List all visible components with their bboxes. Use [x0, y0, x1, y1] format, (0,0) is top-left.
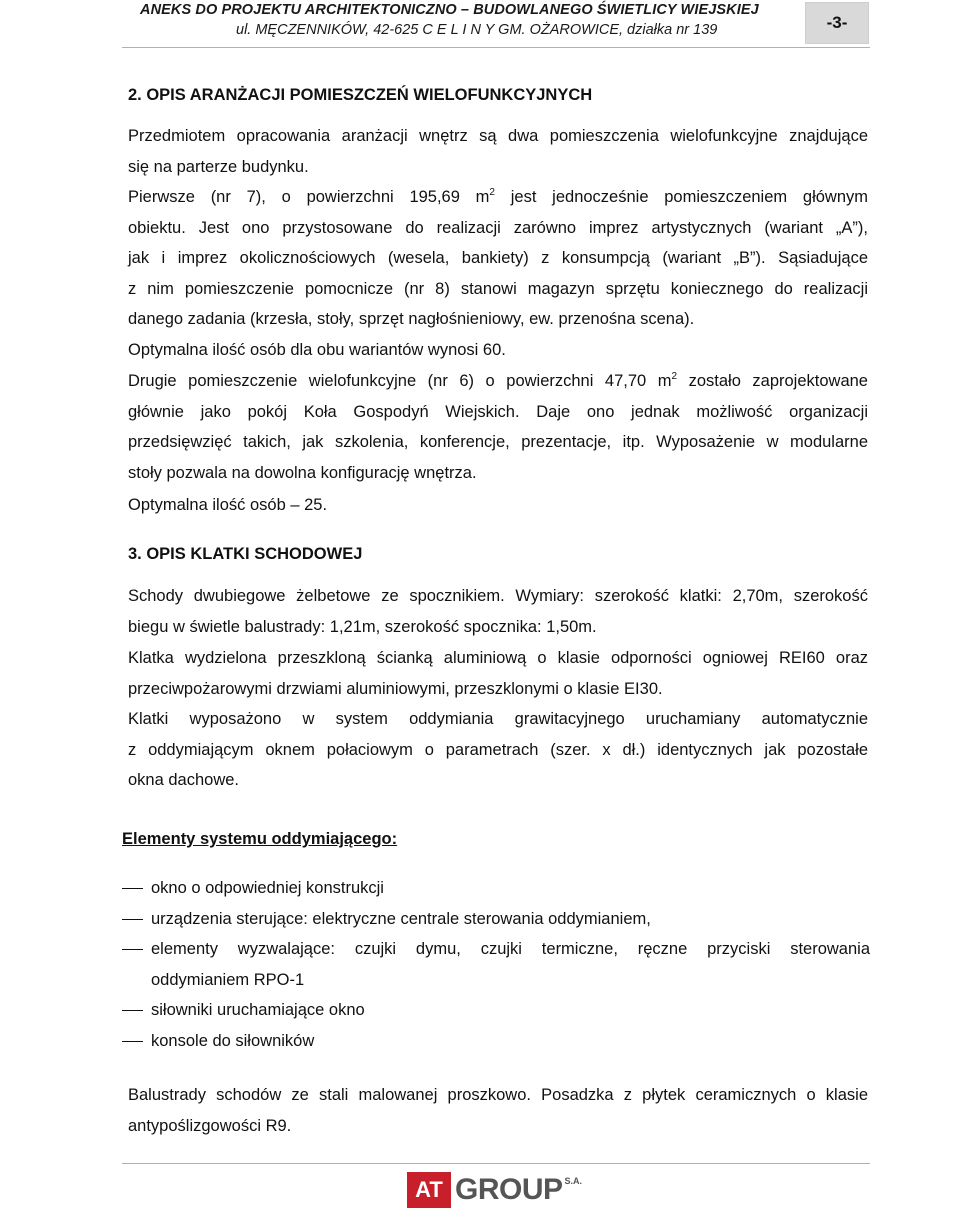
dash-bullet-icon	[122, 949, 143, 950]
list-item-text: siłowniki uruchamiające okno	[151, 1001, 365, 1019]
section-3-paragraph-2	[128, 643, 868, 704]
section-3-paragraph-3	[128, 704, 868, 796]
text-line: danego zadania (krzesła, stoły, sprzęt nagłośnieniowy, ew. przenośna scena).	[128, 310, 695, 328]
text-line: obiektu. Jest ono przystosowane do realizacji zarówno imprez artystycznych (wariant „A”),	[128, 218, 868, 237]
text-line: się na parterze budynku.	[128, 157, 309, 176]
dash-bullet-icon	[122, 1041, 143, 1042]
text-line: przeciwpożarowymi drzwiami aluminiowymi, przeszklonymi o klasie EI30.	[128, 679, 663, 698]
section-2-paragraph-5	[128, 490, 868, 521]
list-item	[122, 934, 870, 995]
list-item	[122, 1026, 870, 1057]
text-line: stoły pozwala na dowolna konfigurację wnętrza.	[128, 463, 477, 482]
text-line: antypoślizgowości R9.	[128, 1116, 292, 1135]
dash-bullet-icon	[122, 888, 143, 889]
list-item-text: urządzenia sterujące: elektryczne centrale sterowania oddymianiem,	[151, 909, 651, 928]
text-line: biegu w świetle balustrady: 1,21m, szerokość spocznika: 1,50m.	[128, 617, 597, 636]
section-3-paragraph-1	[128, 581, 868, 642]
dash-bullet-icon	[122, 1010, 143, 1011]
text-fragment: Drugie pomieszczenie wielofunkcyjne (nr 6) o powierzchni 47,70 m	[128, 372, 672, 390]
text-fragment: zostało zaprojektowane	[677, 372, 868, 390]
section-2-paragraph-1	[128, 121, 868, 182]
text-line: Klatka wydzielona przeszkloną ścianką aluminiową o klasie odporności ogniowej REI60 oraz	[128, 649, 868, 667]
logo-suffix: S.A.	[564, 1176, 583, 1186]
elements-heading: Elementy systemu oddymiającego:	[122, 830, 398, 848]
logo-word: GROUP	[455, 1173, 563, 1206]
header-address: ul. MĘCZENNIKÓW, 42-625 C E L I N Y GM. OŻAROWICE, działka nr 139	[236, 22, 718, 38]
text-line: jak i imprez okolicznościowych (wesela, bankiety) z konsumpcją (wariant „B”). Sąsiadujące	[128, 249, 868, 267]
page-number: -3-	[826, 13, 848, 32]
section-2-heading: 2. OPIS ARANŻACJI POMIESZCZEŃ WIELOFUNKCYJNYCH	[128, 86, 593, 104]
text-fragment: jest jednocześnie pomieszczeniem głównym	[494, 188, 868, 206]
section-2-paragraph-3	[128, 335, 868, 366]
superscript: 2	[671, 371, 678, 382]
closing-paragraph	[128, 1080, 868, 1141]
text-line: Schody dwubiegowe żelbetowe ze spocznikiem. Wymiary: szerokość klatki: 2,70m, szerokość	[128, 587, 868, 605]
section-2-paragraph-2	[128, 182, 868, 335]
list-item-text: elementy wyzwalające: czujki dymu, czujki termiczne, ręczne przyciski sterowania	[151, 940, 870, 958]
list-item	[122, 904, 870, 935]
text-line: okna dachowe.	[128, 771, 239, 789]
dash-bullet-icon	[122, 919, 143, 920]
text-line: Klatki wyposażono w system oddymiania grawitacyjnego uruchamiany automatycznie	[128, 710, 868, 728]
header-title: ANEKS DO PROJEKTU ARCHITEKTONICZNO – BUDOWLANEGO ŚWIETLICY WIEJSKIEJ	[140, 2, 759, 18]
page-number-box	[805, 2, 869, 44]
footer-divider	[122, 1163, 870, 1164]
logo-mark-icon: AT	[407, 1172, 451, 1208]
text-line: Optymalna ilość osób dla obu wariantów wynosi 60.	[128, 341, 506, 359]
list-item	[122, 873, 870, 904]
list-item	[122, 995, 870, 1026]
text-line: przedsięwzięć takich, jak szkolenia, konferencje, prezentacje, itp. Wyposażenie w modularne	[128, 433, 868, 451]
superscript: 2	[489, 187, 495, 198]
list-item-text: konsole do siłowników	[151, 1031, 315, 1050]
list-item-text: okno o odpowiedniej konstrukcji	[151, 879, 384, 897]
text-line	[128, 182, 868, 213]
text-line: Optymalna ilość osób – 25.	[128, 496, 328, 514]
text-line: Balustrady schodów ze stali malowanej proszkowo. Posadzka z płytek ceramicznych o klasie	[128, 1086, 868, 1104]
header-divider	[122, 47, 870, 48]
text-line: głównie jako pokój Koła Gospodyń Wiejskich. Daje ono jednak możliwość organizacji	[128, 402, 868, 421]
text-line: z nim pomieszczenie pomocnicze (nr 8) stanowi magazyn sprzętu koniecznego do realizacji	[128, 279, 868, 298]
company-logo	[407, 1170, 582, 1210]
text-line: z oddymiającym oknem połaciowym o parametrach (szer. x dł.) identycznych jak pozostałe	[128, 740, 868, 759]
text-fragment: Pierwsze (nr 7), o powierzchni 195,69 m	[128, 188, 490, 206]
elements-list	[122, 873, 870, 1056]
text-line	[128, 366, 868, 397]
text-line: Przedmiotem opracowania aranżacji wnętrz są dwa pomieszczenia wielofunkcyjne znajdujące	[128, 127, 868, 145]
section-3-heading: 3. OPIS KLATKI SCHODOWEJ	[128, 545, 363, 563]
section-2-paragraph-4	[128, 366, 868, 488]
list-item-text: oddymianiem RPO-1	[151, 970, 305, 989]
